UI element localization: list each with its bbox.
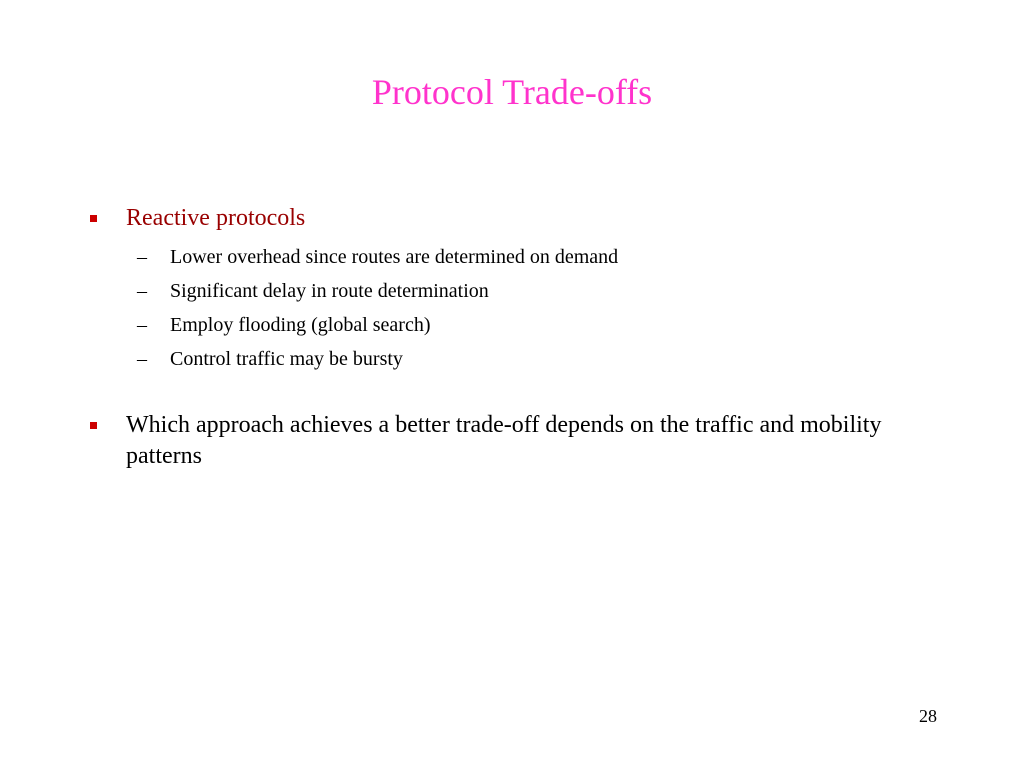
slide-body xyxy=(90,203,950,472)
sub-bullet-list xyxy=(90,240,950,376)
bullet-text: Reactive protocols xyxy=(126,205,306,231)
bullet-text: Which approach achieves a better trade-off depends on the traffic and mobility patterns xyxy=(126,412,882,469)
dash-icon: – xyxy=(137,246,147,268)
sub-bullet xyxy=(137,342,950,376)
sub-bullet xyxy=(137,274,950,308)
sub-bullet-text: Control traffic may be bursty xyxy=(170,348,403,370)
sub-bullet-text: Employ flooding (global search) xyxy=(170,314,431,336)
slide-title: Protocol Trade-offs xyxy=(371,72,653,112)
sub-bullet-text: Lower overhead since routes are determined on demand xyxy=(170,246,619,268)
page-number: 28 xyxy=(919,706,937,726)
square-bullet-icon xyxy=(90,215,97,222)
bullet-reactive-protocols xyxy=(90,203,950,234)
dash-icon: – xyxy=(137,280,147,302)
sub-bullet xyxy=(137,308,950,342)
dash-icon: – xyxy=(137,348,147,370)
dash-icon: – xyxy=(137,314,147,336)
sub-bullet xyxy=(137,240,950,274)
bullet-trade-off xyxy=(90,410,950,472)
sub-bullet-text: Significant delay in route determination xyxy=(170,280,489,302)
square-bullet-icon xyxy=(90,422,97,429)
